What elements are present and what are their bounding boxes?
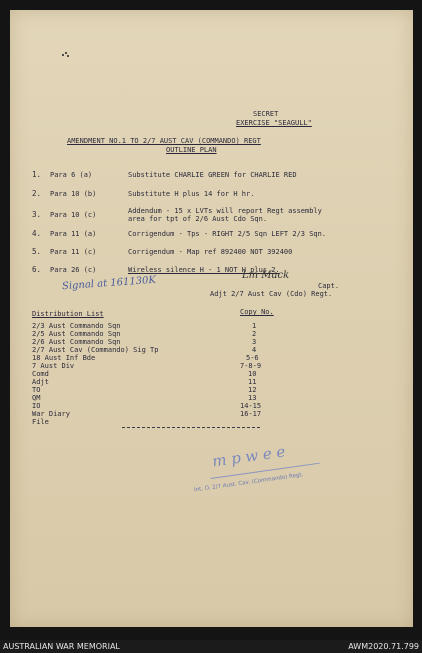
distribution-copy-no: 11: [248, 378, 257, 386]
item-text: Corrigendum - Map ref 892400 NOT 392400: [128, 248, 293, 256]
item-para-ref: Para 11 (c): [50, 248, 97, 256]
document-page: [10, 10, 413, 627]
signatory-appointment: Adjt 2/7 Aust Cav (Cdo) Regt.: [210, 290, 333, 298]
distribution-copy-no: 5-6: [246, 354, 259, 362]
distribution-recipient: 7 Aust Div: [32, 362, 75, 370]
item-number: 2.: [32, 189, 42, 198]
distribution-copy-no: 13: [248, 394, 257, 402]
end-divider: [122, 427, 260, 428]
amendment-item: [10, 171, 410, 181]
distribution-copy-no: 14-15: [240, 402, 262, 410]
signatory-rank: Capt.: [318, 282, 340, 290]
stamp-text: Int. O. 2/7 Aust. Cav. (Commando) Regt.: [193, 472, 304, 494]
item-number: 3.: [32, 210, 42, 219]
distribution-copy-no: 2: [252, 330, 257, 338]
item-number: 6.: [32, 265, 42, 274]
handwritten-signal-note: Signal at 161130K: [61, 274, 157, 293]
item-number: 5.: [32, 247, 42, 256]
distribution-copy-no: 12: [248, 386, 257, 394]
item-text: Substitute CHARLIE GREEN for CHARLIE RED: [128, 171, 297, 179]
distribution-recipient: 18 Aust Inf Bde: [32, 354, 96, 362]
signature: Lm Mack: [242, 270, 290, 281]
amendment-item: [10, 230, 410, 240]
amendment-item: [10, 190, 410, 200]
item-para-ref: Para 26 (c): [50, 266, 97, 274]
item-text: Corrigendum - Tps - RIGHT 2/5 Sqn LEFT 2/3 Sqn.: [128, 230, 327, 238]
distribution-recipient: 2/5 Aust Commando Sqn: [32, 330, 121, 338]
distribution-copy-no: 1: [252, 322, 257, 330]
archive-name: AUSTRALIAN WAR MEMORIAL: [3, 642, 120, 651]
item-para-ref: Para 6 (a): [50, 171, 93, 179]
distribution-recipient: IO: [32, 402, 41, 410]
item-para-ref: Para 11 (a): [50, 230, 97, 238]
distribution-recipient: Adjt: [32, 378, 49, 386]
distribution-copy-no: 3: [252, 338, 257, 346]
archive-footer: [0, 640, 422, 653]
distribution-recipient: QM: [32, 394, 41, 402]
item-text: Addendum - 15 x LVTs will report Regt assembly: [128, 207, 322, 215]
distribution-recipient: Comd: [32, 370, 49, 378]
distribution-copy-no: 10: [248, 370, 257, 378]
document-subtitle: OUTLINE PLAN: [166, 146, 217, 154]
distribution-recipient: War Diary: [32, 410, 70, 418]
amendment-item: [10, 266, 410, 276]
intelligence-officer-stamp: [189, 436, 346, 518]
distribution-recipient: TO: [32, 386, 41, 394]
distribution-recipient: File: [32, 418, 49, 426]
exercise-name: EXERCISE "SEAGULL": [236, 119, 312, 127]
punch-hole-marks: [62, 50, 70, 58]
item-number: 1.: [32, 170, 42, 179]
distribution-copy-no: 16-17: [240, 410, 262, 418]
amendment-item: [10, 207, 410, 225]
stamp-signature: m p w e e: [211, 442, 287, 471]
item-para-ref: Para 10 (c): [50, 211, 97, 219]
amendment-item: [10, 248, 410, 258]
classification-label: SECRET: [253, 110, 279, 118]
item-text-continuation: area for tpt of 2/6 Aust Cdo Sqn.: [128, 215, 268, 223]
item-para-ref: Para 10 (b): [50, 190, 97, 198]
distribution-copy-no: 7-8-9: [240, 362, 262, 370]
distribution-recipient: 2/3 Aust Commando Sqn: [32, 322, 121, 330]
document-title: AMENDMENT NO.1 TO 2/7 AUST CAV (COMMANDO) REGT: [67, 137, 261, 145]
copy-number-heading: Copy No.: [240, 308, 274, 316]
item-text: Wireless silence H - 1 NOT H plus 2.: [128, 266, 280, 274]
distribution-recipient: 2/6 Aust Commando Sqn: [32, 338, 121, 346]
item-text: Substitute H plus 14 for H hr.: [128, 190, 255, 198]
distribution-recipient: 2/7 Aust Cav (Commando) Sig Tp: [32, 346, 159, 354]
distribution-copy-no: 4: [252, 346, 257, 354]
accession-number: AWM2020.71.799: [348, 642, 419, 651]
item-number: 4.: [32, 229, 42, 238]
distribution-list-heading: Distribution List: [32, 310, 104, 318]
